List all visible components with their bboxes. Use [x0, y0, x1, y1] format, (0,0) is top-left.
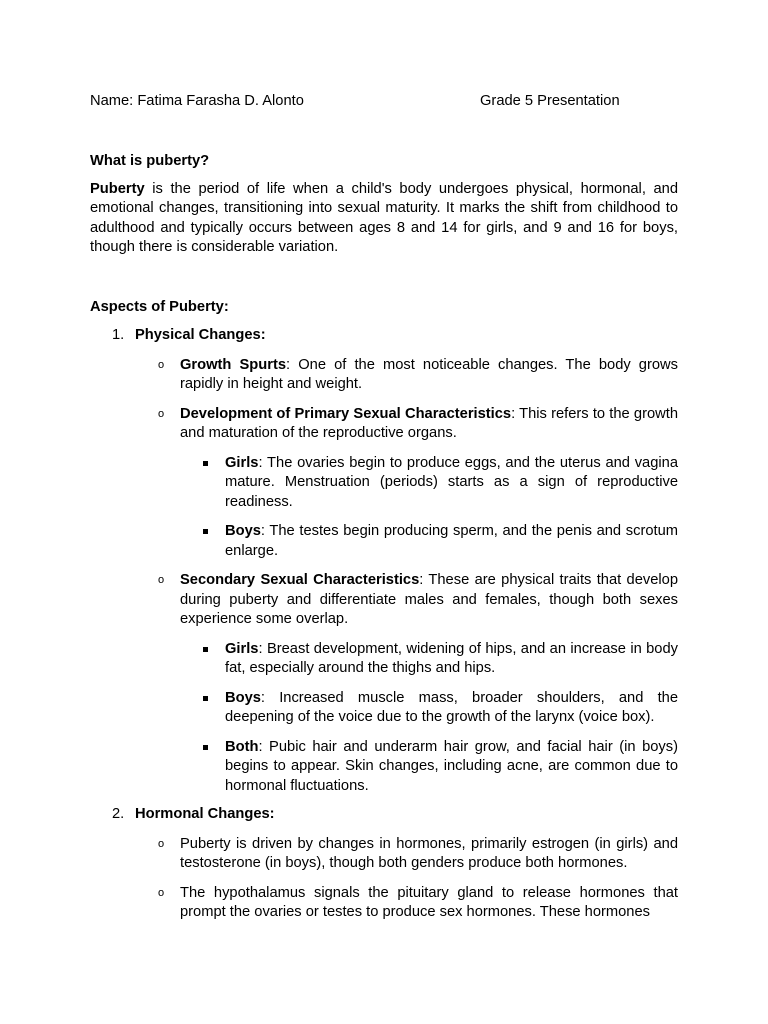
secondary-girls-term: Girls — [225, 640, 259, 657]
circle-bullet-icon: o — [158, 574, 165, 586]
intro-text: is the period of life when a child's body undergoes physical, hormonal, and emotional changes, transitioning into sexual maturity. It marks the shift from childhood to adulthood and typically occurs between ages 8 and 14 for girls, and 9 and 16 for boys, though there is considerable variation. — [90, 180, 678, 255]
primary-term: Development of Primary Sexual Characteristics — [180, 405, 512, 422]
list-number: 2. — [112, 806, 125, 822]
bullet-primary-characteristics — [90, 405, 678, 444]
square-bullet-icon — [203, 647, 208, 652]
circle-bullet-icon: o — [158, 837, 165, 850]
primary-text: : This refers to the growth and maturation of the reproductive organs. — [180, 405, 678, 441]
secondary-text: : These are physical traits that develop during puberty and differentiate males and females, though both sexes experience some overlap. — [180, 572, 678, 627]
document-page — [90, 92, 678, 923]
grade-label: Grade 5 Presentation — [480, 93, 620, 109]
square-bullet-icon — [203, 696, 208, 701]
secondary-boys-text: : Increased muscle mass, broader shoulders, and the deepening of the voice due to the growth of the larynx (voice box). — [225, 689, 678, 725]
hypothalamus-text: The hypothalamus signals the pituitary gland to release hormones that prompt the ovaries or testes to produce sex hormones. These hormones — [180, 884, 678, 920]
bullet-growth-spurts — [90, 356, 678, 395]
secondary-term: Secondary Sexual Characteristics — [180, 572, 420, 588]
circle-bullet-icon: o — [158, 358, 165, 371]
primary-boys-term: Boys — [225, 523, 261, 539]
hormones-driver-text: Puberty is driven by changes in hormones, primarily estrogen (in girls) and testosterone (in boys), though both genders produce both hormones. — [180, 835, 678, 871]
numbered-item-physical — [90, 326, 678, 346]
intro-paragraph — [90, 180, 678, 258]
bullet-hypothalamus — [90, 884, 678, 923]
what-is-puberty-heading: What is puberty? — [90, 153, 210, 169]
hormonal-changes-label: Hormonal Changes: — [135, 806, 275, 822]
circle-bullet-icon: o — [158, 886, 165, 899]
sub-bullet-secondary-both — [90, 738, 678, 797]
primary-girls-term: Girls — [225, 454, 259, 471]
square-bullet-icon — [203, 461, 208, 466]
intro-term: Puberty — [90, 180, 145, 197]
secondary-both-text: : Pubic hair and underarm hair grow, and facial hair (in boys) begins to appear. Skin changes, including acne, are common due to hormonal fluctuations. — [225, 738, 678, 794]
sub-bullet-secondary-boys — [90, 689, 678, 728]
aspects-heading: Aspects of Puberty: — [90, 298, 229, 315]
secondary-girls-text: : Breast development, widening of hips, and an increase in body fat, especially around the thighs and hips. — [225, 640, 678, 676]
list-number: 1. — [112, 327, 125, 343]
secondary-both-term: Both — [225, 738, 259, 755]
sub-bullet-primary-boys — [90, 522, 678, 561]
secondary-boys-term: Boys — [225, 689, 261, 706]
sub-bullet-secondary-girls — [90, 640, 678, 679]
square-bullet-icon — [203, 745, 208, 750]
square-bullet-icon — [203, 529, 208, 534]
primary-boys-text: : The testes begin producing sperm, and the penis and scrotum enlarge. — [225, 523, 678, 559]
growth-text: : One of the most noticeable changes. The body grows rapidly in height and weight. — [180, 356, 678, 392]
bullet-secondary-characteristics — [90, 571, 678, 630]
circle-bullet-icon: o — [158, 407, 165, 420]
numbered-item-hormonal — [90, 805, 678, 825]
student-name: Name: Fatima Farasha D. Alonto — [90, 93, 304, 109]
bullet-hormones-driver — [90, 835, 678, 874]
sub-bullet-primary-girls — [90, 454, 678, 513]
physical-changes-label: Physical Changes: — [135, 327, 266, 343]
document-header — [90, 92, 678, 112]
primary-girls-text: : The ovaries begin to produce eggs, and the uterus and vagina mature. Menstruation (periods) starts as a sign of reproductive readiness. — [225, 454, 678, 510]
growth-term: Growth Spurts — [180, 356, 287, 373]
